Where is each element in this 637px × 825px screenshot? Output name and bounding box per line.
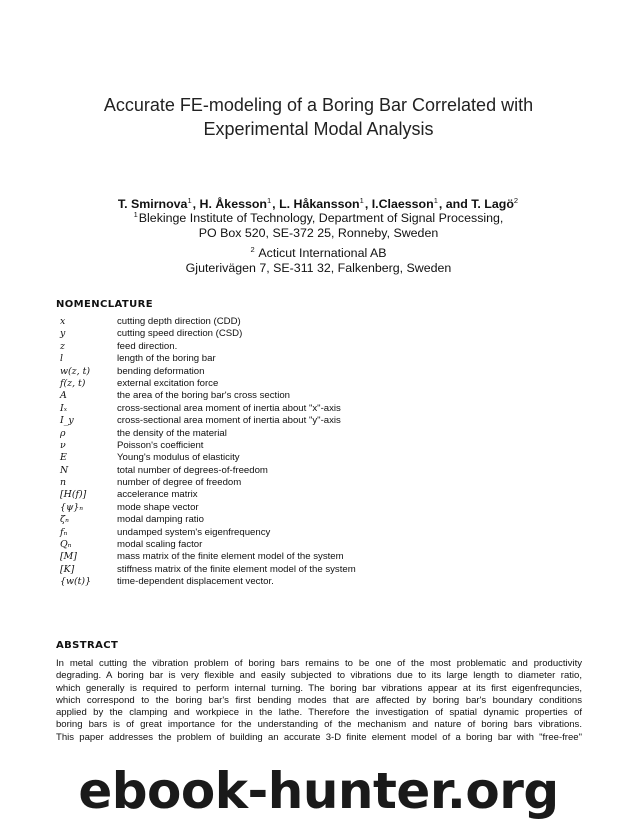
abstract-line: which generally is required to perform internal turning. The boring bar vibrations appear at its first eigenfrequncies,: [56, 682, 582, 694]
abstract-line: applied by the clamping and workpiece in the lathe. Therefore the investigation of spatial dynamic properties of: [56, 707, 582, 719]
nomenclature-definition: external excitation force: [117, 377, 219, 389]
nomenclature-row: [60, 316, 580, 328]
nomenclature-row: [60, 378, 580, 390]
nomenclature-definition: cross-sectional area moment of inertia about "y"-axis: [117, 415, 341, 427]
abstract-line: boring bars is of great importance for the understanding of the mechanism and nature of boring bars vibrations.: [56, 719, 582, 731]
nomenclature-symbol: z: [60, 340, 65, 352]
abstract-line: In metal cutting the vibration problem of boring bars remains to be one of the most problematic and productivity: [56, 658, 582, 669]
nomenclature-definition: mode shape vector: [117, 501, 199, 513]
author-name: I.Claesson: [371, 197, 434, 211]
nomenclature-definition: bending deformation: [117, 365, 205, 377]
affiliation-1-line-2: PO Box 520, SE-372 25, Ronneby, Sweden: [198, 226, 439, 241]
author-name: T. Lagö: [471, 197, 514, 211]
nomenclature-definition: Poisson's coefficient: [117, 439, 204, 451]
affiliations: [0, 207, 637, 276]
nomenclature-row: [60, 527, 580, 539]
nomenclature-symbol: {w(t)}: [60, 576, 92, 588]
nomenclature-row: [60, 514, 580, 526]
nomenclature-row: [60, 502, 580, 514]
affiliation-2-text: Acticut International AB: [255, 245, 387, 260]
nomenclature-row: [60, 465, 580, 477]
nomenclature-row: [60, 551, 580, 563]
nomenclature-symbol: w(z, t): [60, 365, 91, 377]
author-name: H. Åkesson: [199, 197, 267, 211]
nomenclature-row: [60, 564, 580, 576]
nomenclature-row: [60, 489, 580, 501]
author-affil-marker: 1: [359, 196, 364, 205]
abstract-line: which correspond to the boring bar's first bending modes that are affected by boring bar's boundary conditions: [56, 694, 582, 706]
title-line-1: Accurate FE-modeling of a Boring Bar Correlated with: [103, 95, 534, 115]
author-affil-marker: 1: [187, 196, 192, 205]
nomenclature-symbol: fₙ: [60, 526, 68, 538]
nomenclature-row: [60, 428, 580, 440]
abstract-line: This paper addresses the problem of building an accurate 3-D finite element model of a boring bar with "free-free": [56, 731, 582, 743]
nomenclature-symbol: N: [60, 464, 69, 476]
watermark-banner: ebook-hunter.org: [0, 760, 637, 825]
nomenclature-row: [60, 403, 580, 415]
nomenclature-definition: time-dependent displacement vector.: [117, 576, 274, 588]
nomenclature-symbol: ν: [60, 439, 66, 451]
author-name: T. Smirnova: [117, 197, 188, 211]
author-separator: ,: [272, 197, 280, 211]
nomenclature-symbol: ζₙ: [60, 514, 69, 526]
affiliation-1-text: Blekinge Institute of Technology, Department of Signal Processing,: [138, 211, 504, 225]
nomenclature-heading: NOMENCLATURE: [56, 299, 153, 310]
nomenclature-definition: undamped system's eigenfrequency: [117, 526, 271, 538]
abstract-heading: ABSTRACT: [56, 640, 119, 651]
nomenclature-definition: cutting depth direction (CDD): [117, 316, 241, 327]
nomenclature-row: [60, 366, 580, 378]
nomenclature-definition: modal scaling factor: [117, 539, 203, 551]
affiliation-1-line-1: [0, 207, 637, 226]
nomenclature-symbol: Iₓ: [60, 402, 68, 414]
nomenclature-definition: total number of degrees-of-freedom: [117, 464, 268, 476]
nomenclature-list: [60, 316, 580, 589]
nomenclature-row: [60, 390, 580, 402]
nomenclature-definition: Young's modulus of elasticity: [117, 452, 240, 464]
nomenclature-symbol: [M]: [60, 551, 77, 563]
nomenclature-symbol: f(z, t): [60, 377, 86, 389]
nomenclature-symbol: E: [60, 452, 67, 464]
nomenclature-row: [60, 341, 580, 353]
nomenclature-symbol: A: [60, 390, 67, 402]
nomenclature-row: [60, 415, 580, 427]
abstract-body: [56, 658, 582, 744]
author-separator: ,: [364, 197, 372, 211]
abstract-line: degrading. A boring bar is very flexible and easily subjected to vibrations due to its large length to diameter ratio,: [56, 670, 582, 682]
nomenclature-row: [60, 328, 580, 340]
nomenclature-symbol: x: [60, 316, 66, 327]
nomenclature-definition: stiffness matrix of the finite element model of the system: [117, 563, 356, 575]
nomenclature-symbol: l: [60, 353, 63, 365]
nomenclature-definition: modal damping ratio: [117, 514, 204, 526]
nomenclature-symbol: n: [60, 477, 67, 489]
author-name: L. Håkansson: [279, 197, 360, 211]
nomenclature-row: [60, 353, 580, 365]
author-affil-marker: 2: [513, 196, 519, 205]
nomenclature-row: [60, 576, 580, 588]
affiliation-1-marker: 1: [133, 210, 138, 219]
nomenclature-definition: the area of the boring bar's cross section: [117, 390, 291, 402]
nomenclature-row: [60, 539, 580, 551]
affiliation-2-line-1: [0, 242, 637, 261]
nomenclature-definition: number of degree of freedom: [117, 477, 242, 489]
nomenclature-symbol: Qₙ: [60, 539, 72, 551]
affiliation-2-marker: 2: [250, 244, 255, 254]
nomenclature-definition: feed direction.: [117, 340, 178, 352]
nomenclature-row: [60, 440, 580, 452]
nomenclature-symbol: [H(f)]: [60, 489, 87, 501]
paper-title: [0, 93, 637, 141]
nomenclature-symbol: I_y: [60, 415, 74, 427]
nomenclature-definition: cutting speed direction (CSD): [117, 328, 243, 340]
nomenclature-definition: cross-sectional area moment of inertia about "x"-axis: [117, 402, 341, 414]
nomenclature-row: [60, 477, 580, 489]
nomenclature-symbol: ρ: [60, 427, 66, 439]
author-separator: , and: [438, 197, 472, 211]
author-separator: ,: [192, 197, 200, 211]
nomenclature-definition: mass matrix of the finite element model of the system: [117, 551, 344, 563]
nomenclature-definition: accelerance matrix: [117, 489, 198, 501]
affiliation-2-line-2: Gjuterivägen 7, SE-311 32, Falkenberg, Sweden: [185, 260, 452, 275]
author-affil-marker: 1: [433, 196, 438, 205]
author-affil-marker: 1: [267, 196, 272, 205]
nomenclature-definition: the density of the material: [117, 427, 227, 439]
nomenclature-symbol: y: [60, 328, 66, 340]
nomenclature-definition: length of the boring bar: [117, 353, 216, 365]
nomenclature-symbol: [K]: [60, 563, 75, 575]
nomenclature-row: [60, 452, 580, 464]
nomenclature-symbol: {ψ}ₙ: [60, 501, 84, 513]
title-line-2: Experimental Modal Analysis: [203, 119, 434, 139]
